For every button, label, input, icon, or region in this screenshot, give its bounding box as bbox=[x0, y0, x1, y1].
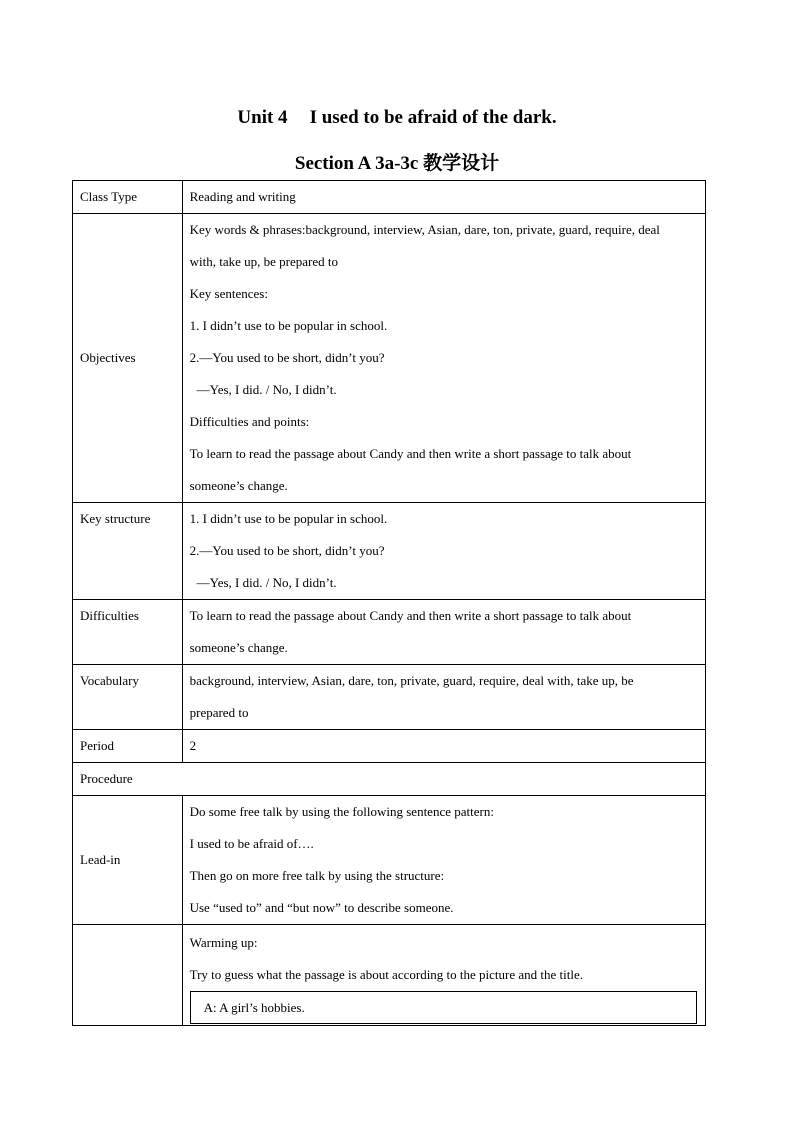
vocabulary-line: prepared to bbox=[189, 705, 249, 720]
row-procedure bbox=[73, 763, 706, 796]
period-value: 2 bbox=[189, 738, 197, 753]
lesson-plan-table bbox=[72, 180, 706, 1026]
document-title bbox=[0, 107, 794, 129]
class-type-label: Class Type bbox=[73, 181, 183, 214]
objectives-line: someone’s change. bbox=[189, 478, 288, 493]
row-class-type bbox=[73, 181, 706, 214]
lead-in-label: Lead-in bbox=[73, 796, 183, 925]
row-vocabulary bbox=[73, 665, 706, 730]
difficulties-label: Difficulties bbox=[80, 608, 139, 623]
row-key-structure bbox=[73, 503, 706, 600]
difficulties-line: someone’s change. bbox=[189, 640, 288, 655]
class-type-value: Reading and writing bbox=[189, 189, 296, 204]
objectives-line: 2.—You used to be short, didn’t you? bbox=[189, 350, 385, 365]
procedure-label: Procedure bbox=[80, 771, 133, 786]
section-title: Section A 3a-3c 教学设计 bbox=[294, 153, 500, 174]
warming-up-label bbox=[73, 925, 183, 1026]
row-warming-up bbox=[73, 925, 706, 1026]
lead-in-line: Do some free talk by using the following sentence pattern: bbox=[189, 804, 494, 819]
lesson-title: I used to be afraid of the dark. bbox=[309, 107, 557, 128]
difficulties-line: To learn to read the passage about Candy and then write a short passage to talk about bbox=[189, 608, 632, 623]
objectives-line: Key words & phrases:background, interview, Asian, dare, ton, private, guard, require, deal bbox=[189, 222, 660, 237]
key-structure-line: —Yes, I did. / No, I didn’t. bbox=[196, 575, 337, 590]
vocabulary-label: Vocabulary bbox=[80, 673, 139, 688]
warming-up-line: Warming up: bbox=[189, 935, 258, 950]
row-period bbox=[73, 730, 706, 763]
objectives-line: Key sentences: bbox=[189, 286, 268, 301]
row-lead-in bbox=[73, 796, 706, 925]
objectives-line: To learn to read the passage about Candy and then write a short passage to talk about bbox=[189, 446, 632, 461]
key-structure-line: 1. I didn’t use to be popular in school. bbox=[189, 511, 388, 526]
objectives-line: with, take up, be prepared to bbox=[189, 254, 338, 269]
objectives-line: —Yes, I did. / No, I didn’t. bbox=[196, 382, 337, 397]
objectives-line: Difficulties and points: bbox=[189, 414, 310, 429]
key-structure-label: Key structure bbox=[80, 511, 151, 526]
row-objectives bbox=[73, 214, 706, 503]
period-label: Period bbox=[80, 738, 114, 753]
objectives-label: Objectives bbox=[73, 214, 183, 503]
key-structure-line: 2.—You used to be short, didn’t you? bbox=[189, 543, 385, 558]
unit-label: Unit 4 bbox=[237, 107, 288, 128]
warming-up-line: Try to guess what the passage is about according to the picture and the title. bbox=[189, 967, 584, 982]
option-a-box: A: A girl’s hobbies. bbox=[190, 991, 697, 1024]
row-difficulties bbox=[73, 600, 706, 665]
objectives-line: 1. I didn’t use to be popular in school. bbox=[189, 318, 388, 333]
lead-in-line: Use “used to” and “but now” to describe someone. bbox=[189, 900, 454, 915]
lead-in-line: I used to be afraid of…. bbox=[189, 836, 314, 851]
lead-in-line: Then go on more free talk by using the structure: bbox=[189, 868, 445, 883]
vocabulary-line: background, interview, Asian, dare, ton, private, guard, require, deal with, take up, be bbox=[189, 673, 634, 688]
